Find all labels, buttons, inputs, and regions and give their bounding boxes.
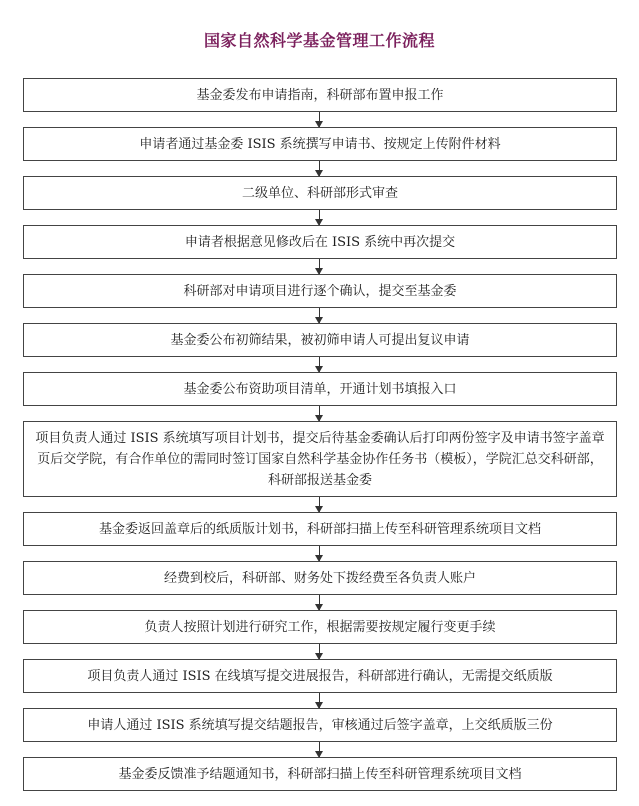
flow-step-text: 基金委公布初筛结果，被初筛申请人可提出复议申请 xyxy=(170,332,470,348)
flow-step-4 xyxy=(23,225,617,259)
flow-step-13 xyxy=(23,708,617,742)
flow-step-text: 基金委公布资助项目清单，开通计划书填报入口 xyxy=(183,381,457,397)
flow-arrow xyxy=(319,406,320,421)
flow-step-text: 经费到校后，科研部、财务处下拨经费至各负责人账户 xyxy=(163,570,476,586)
flow-step-text: 项目负责人通过 ISIS 在线填写提交进展报告，科研部进行确认，无需提交纸质版 xyxy=(87,668,553,684)
flow-step-text: 基金委返回盖章后的纸质版计划书，科研部扫描上传至科研管理系统项目文档 xyxy=(98,521,541,537)
flow-arrow xyxy=(319,259,320,274)
diagram-title: 国家自然科学基金管理工作流程 xyxy=(203,31,435,50)
flow-step-8 xyxy=(23,421,617,497)
flow-step-11 xyxy=(23,610,617,644)
flow-arrow xyxy=(319,644,320,659)
flow-step-7 xyxy=(23,372,617,406)
flow-step-14 xyxy=(23,757,617,791)
flow-step-2 xyxy=(23,127,617,161)
flow-step-text: 科研部对申请项目进行逐个确认，提交至基金委 xyxy=(183,283,457,299)
flow-step-6 xyxy=(23,323,617,357)
flow-step-text: 基金委发布申请指南，科研部布置申报工作 xyxy=(196,87,444,103)
flow-step-text: 二级单位、科研部形式审查 xyxy=(241,185,398,201)
flow-step-5 xyxy=(23,274,617,308)
flow-arrow xyxy=(319,693,320,708)
flow-arrow xyxy=(319,210,320,225)
flow-step-text: 基金委反馈准予结题通知书，科研部扫描上传至科研管理系统项目文档 xyxy=(118,766,522,782)
flow-step-12 xyxy=(23,659,617,693)
flow-step-10 xyxy=(23,561,617,595)
flow-arrow xyxy=(319,308,320,323)
flow-step-1 xyxy=(23,78,617,112)
flow-step-text: 申请者根据意见修改后在 ISIS 系统中再次提交 xyxy=(184,234,456,250)
flow-arrow xyxy=(319,161,320,176)
flow-arrow xyxy=(319,742,320,757)
flow-arrow xyxy=(319,112,320,127)
flow-step-text: 项目负责人通过 ISIS 系统填写项目计划书，提交后待基金委确认后打印两份签字及申请书签字盖章页后交学院，有合作单位的需同时签订国家自然科学基金协作任务书（模板），学院汇总交科研部，科研部报送基金委 xyxy=(35,430,605,488)
flow-arrow xyxy=(319,357,320,372)
flow-step-3 xyxy=(23,176,617,210)
flow-step-text: 负责人按照计划进行研究工作，根据需要按规定履行变更手续 xyxy=(144,619,496,635)
flow-step-text: 申请人通过 ISIS 系统填写提交结题报告，审核通过后签字盖章，上交纸质版三份 xyxy=(87,717,553,733)
flow-step-text: 申请者通过基金委 ISIS 系统撰写申请书、按规定上传附件材料 xyxy=(139,136,501,152)
flow-arrow xyxy=(319,595,320,610)
flow-arrow xyxy=(319,546,320,561)
flow-arrow xyxy=(319,497,320,512)
flow-step-9 xyxy=(23,512,617,546)
